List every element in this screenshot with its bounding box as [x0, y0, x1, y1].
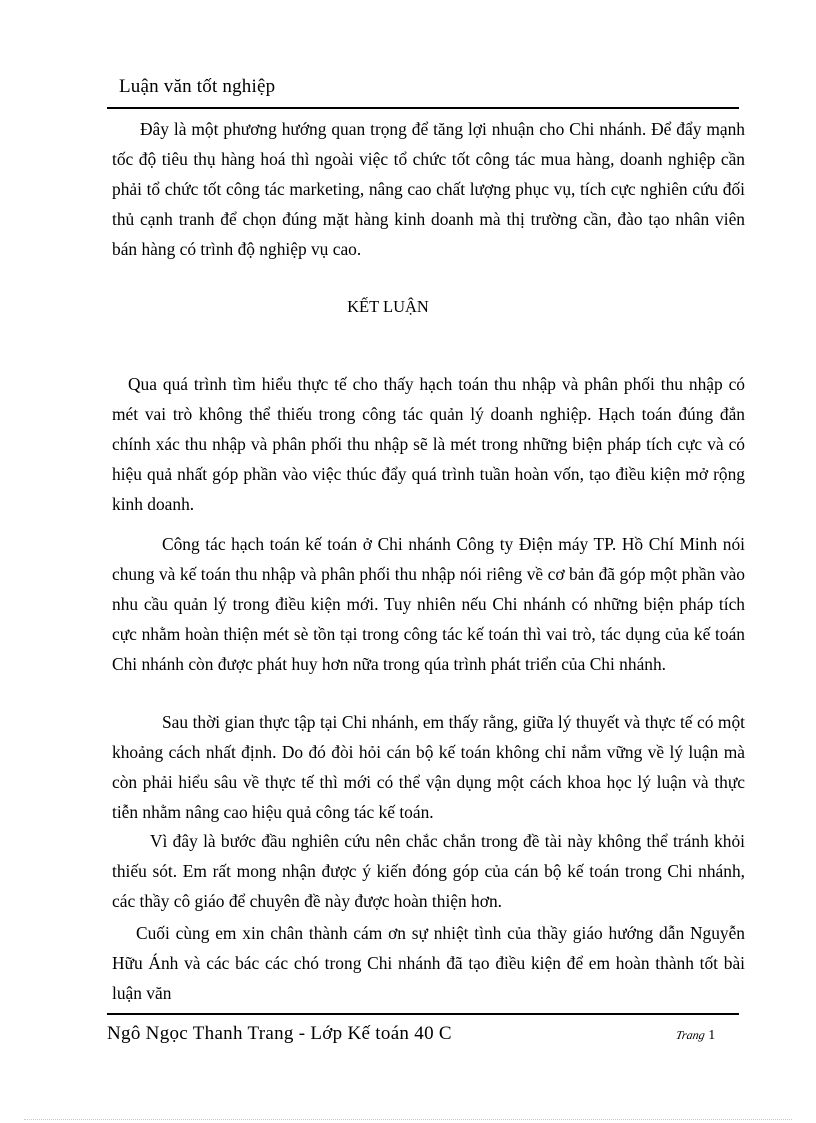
section-heading: KẾT LUẬN — [347, 297, 429, 316]
paragraph-conclusion-4: Vì đây là bước đầu nghiên cứu nên chắc chắn trong đề tài này không thể tránh khỏi thiếu sót. Em rất mong nhận được ý kiến đóng góp của cán bộ kế toán trong Chi nhánh, các thầy cô giáo để chuyên đề này được hoàn thiện hơn. — [112, 831, 745, 911]
paragraph-conclusion-5: Cuối cùng em xin chân thành cám ơn sự nhiệt tình của thầy giáo hướng dẫn Nguyễn Hữu Ánh và các bác các chó trong Chi nhánh đã tạo điều kiện để em hoàn thành tốt bài luận văn — [112, 923, 745, 1003]
footer-author: Ngô Ngọc Thanh Trang - Lớp Kế toán 40 C — [107, 1023, 452, 1044]
header-title: Luận văn tốt nghiệp — [119, 76, 276, 97]
page-number: 1 — [708, 1028, 716, 1043]
footer-rule — [107, 1013, 739, 1015]
page-edge-divider — [24, 1119, 792, 1120]
footer-page-number — [676, 1028, 715, 1044]
header-rule — [107, 107, 739, 109]
page-label: Trang — [674, 1028, 707, 1042]
paragraph-conclusion-1: Qua quá trình tìm hiểu thực tế cho thấy hạch toán thu nhập và phân phối thu nhập có mét vai trò không thể thiếu trong công tác quản lý doanh nghiệp. Hạch toán đúng đắn chính xác thu nhập và phân phối thu nhập sẽ là mét trong những biện pháp tích cực và có hiệu quả nhất góp phần vào việc thúc đẩy quá trình tuần hoàn vốn, tạo điều kiện mở rộng kinh doanh. — [112, 374, 745, 514]
paragraph-conclusion-2: Công tác hạch toán kế toán ở Chi nhánh Công ty Điện máy TP. Hồ Chí Minh nói chung và kế toán thu nhập và phân phối thu nhập nói riêng về cơ bản đã góp một phần vào nhu cầu quản lý trong điều kiện mới. Tuy nhiên nếu Chi nhánh có những biện pháp tích cực nhằm hoàn thiện mét sè tồn tại trong công tác kế toán thì vai trò, tác dụng của kế toán Chi nhánh còn được phát huy hơn nữa trong qúa trình phát triển của Chi nhánh. — [112, 534, 745, 674]
paragraph-conclusion-3: Sau thời gian thực tập tại Chi nhánh, em thấy rằng, giữa lý thuyết và thực tế có một khoảng cách nhất định. Do đó đòi hỏi cán bộ kế toán không chỉ nắm vững về lý luận mà còn phải hiểu sâu về thực tế thì mới có thể vận dụng một cách khoa học lý luận và thực tiễn nhằm nâng cao hiệu quả công tác kế toán. — [112, 712, 745, 822]
paragraph-intro: Đây là một phương hướng quan trọng để tăng lợi nhuận cho Chi nhánh. Để đẩy mạnh tốc độ tiêu thụ hàng hoá thì ngoài việc tổ chức tốt công tác mua hàng, doanh nghiệp cần phải tổ chức tốt công tác marketing, nâng cao chất lượng phục vụ, tích cực nghiên cứu đối thủ cạnh tranh để chọn đúng mặt hàng kinh doanh mà thị trường cần, đào tạo nhân viên bán hàng có trình độ nghiệp vụ cao. — [112, 119, 745, 259]
